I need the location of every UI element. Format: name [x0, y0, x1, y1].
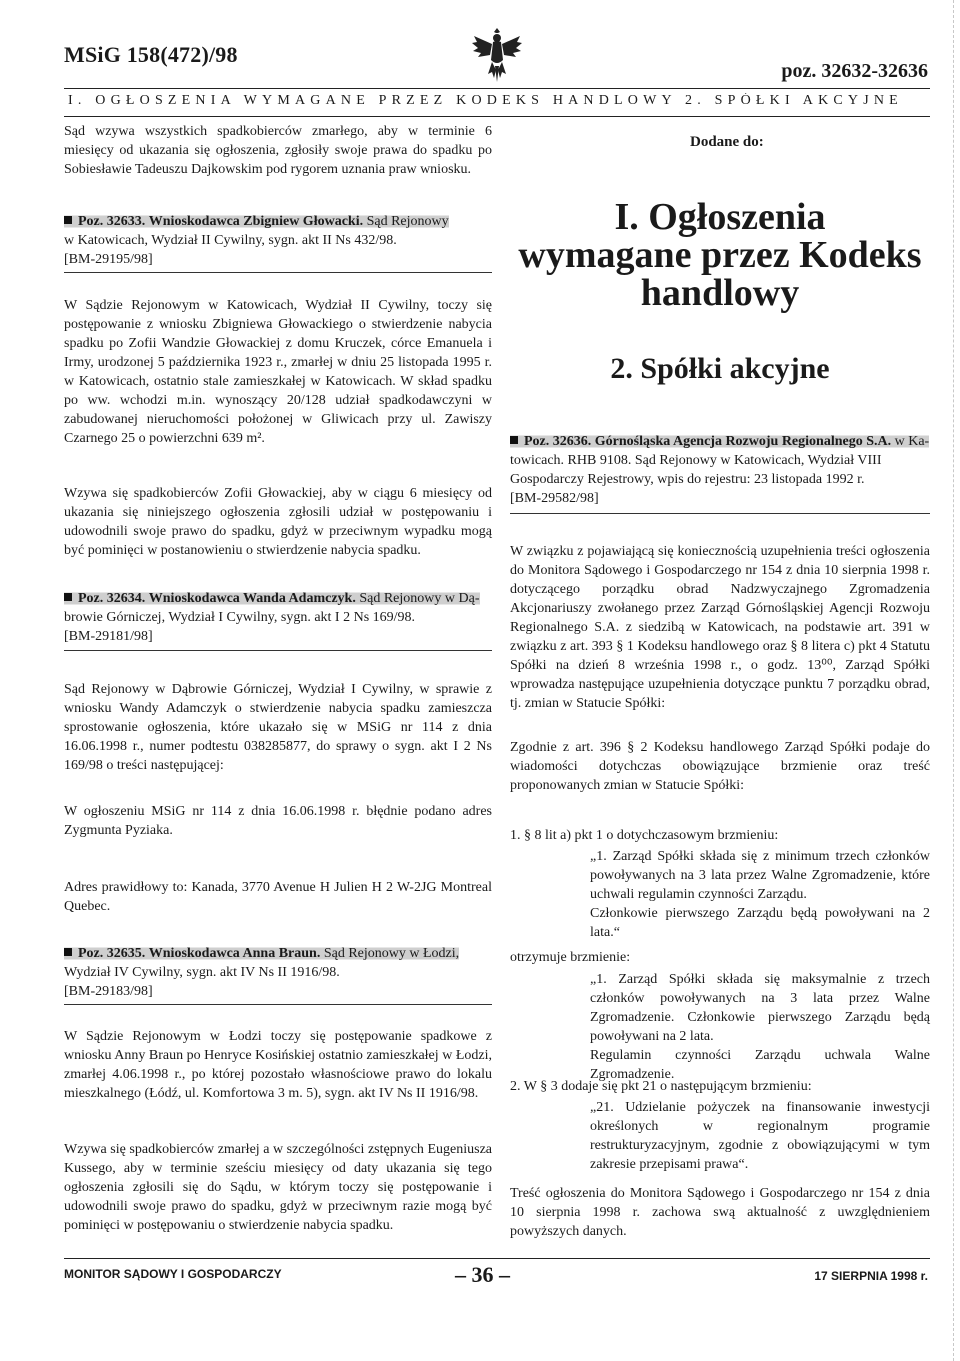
- separator: [64, 650, 492, 651]
- eagle-emblem-icon: [468, 26, 526, 86]
- notice-32636-statute-intro: Zgodnie z art. 396 § 2 Kodeksu handlowego Zarząd Spółki podaje do wiadomości dotychczas obowiązujące brzmienie oraz treść proponowanych zmian w Statucie Spółki:: [510, 740, 930, 793]
- added-to-label: Dodane do:: [690, 134, 764, 150]
- header-rule-top: [64, 88, 930, 89]
- footer-publication-name: MONITOR SĄDOWY I GOSPODARCZY: [64, 1267, 282, 1281]
- footer-date: 17 SIERPNIA 1998 r.: [814, 1269, 928, 1283]
- notice-32634-body: Sąd Rejonowy w Dąbrowie Górniczej, Wydział I Cywilny, w sprawie z wniosku Wandy Adamczyk o stwierdzenie nabycia spadku zamieszcza sprostowanie ogłoszenia, które ukazało się w MSiG nr 114 z dnia 16.06.1998 r., numer podtestu 038285877, do sprawy o sygn. akt I 2 Ns 169/98 o treści następującej:: [64, 682, 492, 773]
- separator: [510, 513, 930, 514]
- notice-32635-call: Wzywa się spadkobierców zmarłej a w szczególności zstępnych Eugeniusza Kussego, aby w terminie sześciu miesięcy od daty ukazania się tego ogłoszenia zgłosili się do Sądu, w którym toczy się postępowanie i udowodnili swoje prawo do spadku, gdyż w przeciwnym razie mogą być pominięci w postępowaniu o stwierdzenie nabycia spadku.: [64, 1142, 492, 1233]
- publication-issue: MSiG 158(472)/98: [64, 42, 238, 67]
- notice-32634-address: Adres prawidłowy to: Kanada, 3770 Avenue H Julien H 2 W-2JG Montreal Quebec.: [64, 880, 492, 914]
- section-title: I. Ogłoszenia wymagane przez Kodeks handlowy: [518, 196, 922, 314]
- notice-32634-header: Poz. 32634. Wnioskodawca Wanda Adamczyk. Sąd Rejonowy w Dą- browie Górniczej, Wydział I Cywilny, sygn. akt I 2 Ns 169/98. [BM-29181/98]: [64, 591, 480, 644]
- notice-32633-body: W Sądzie Rejonowym w Katowicach, Wydział II Cywilny, toczy się postępowanie z wniosku Zbigniewa Głowackiego o stwierdzenie nabycia spadku po Zofii Wandzie Głowackiej z domu Kruczek, córce Emanuela i Irmy, urodzonej 5 października 1923 r., zmarłej w dniu 25 listopada 1995 r. w Katowicach, ostatnio stale zamieszkałej w Katowicach. W skład spadku po ww. wchodzi m.in. wynoszący 20/128 udział spadkodawczyni w zabudowanej nieruchomości położonej w Gliwicach przy ul. Zawiszy Czarnego 25 o powierzchni 639 m².: [64, 298, 492, 446]
- separator: [64, 272, 492, 273]
- notice-32636-body: W związku z pojawiającą się koniecznością uzupełnienia treści ogłoszenia do Monitora Sądowego i Gospodarczego nr 154 z dnia 10 sierpnia 1998 r. dotyczącego porządku obrad Nadzwyczajnego Zgromadzenia Akcjonariuszy zwołanego przez Zarząd Górnośląskiej Agencji Rozwoju Regionalnego S.A. z siedzibą w Katowicach, na podstawie art. 391 w związku z art. 393 § 1 Kodeksu handlowego oraz § 8 litera c) pkt 4 Statutu Spółki na dzień 8 września 1998 r., o godz. 13⁰⁰, Zarząd Spółki wprowadza następujące uzupełnienia dotyczące punktu 7 porządku obrad, tj. zmian w Statucie Spółki:: [510, 544, 930, 711]
- footer-rule: [64, 1258, 930, 1259]
- amendment-1-new-intro: otrzymuje brzmienie:: [510, 950, 631, 965]
- notice-32635-body: W Sądzie Rejonowym w Łodzi toczy się postępowanie spadkowe z wniosku Anny Braun po Henryce Kosińskiej ostatnio zamieszkałej w Łodzi, zmarłej 4.06.1998 r., po której pozostało własnościowe prawo do lokalu mieszkalnego (Łódź, ul. Komfortowa 3 m. 5), sygn. akt IV Ns II 1916/98.: [64, 1029, 492, 1101]
- notice-32636-header: Poz. 32636. Górnośląska Agencja Rozwoju Regionalnego S.A. w Ka- towicach. RHB 9108. Sąd Rejonowy w Katowicach, Wydział VIII Gospodarczy Rejestrowy, wpis do rejestru: 23 listopada 1992 r. [BM-29582/98]: [510, 434, 930, 506]
- page-number: – 36 –: [455, 1262, 510, 1287]
- section-subtitle: 2. Spółki akcyjne: [610, 352, 830, 385]
- amendment-2-text: „21. Udzielanie pożyczek na finansowanie inwestycji określonych w regionalnym programie restrukturyzacyjnym, zgodnie z obowiązującymi w tym zakresie przepisami prawa“.: [590, 1100, 930, 1172]
- bullet-square-icon: [510, 436, 518, 444]
- intro-paragraph: Sąd wzywa wszystkich spadkobierców zmarłego, aby w terminie 6 miesięcy od ukazania się ogłoszenia, zgłosiły swoje prawa do spadku po Sobiesławie Tadeuszu Dajkowskim pod rygorem uznania praw wniosku.: [64, 124, 492, 177]
- notice-32633-call: Wzywa się spadkobierców Zofii Głowackiej, aby w ciągu 6 miesięcy od ukazania się niniejszego ogłoszenia zgłosili udział w postępowaniu i udowodnili swoje prawo do spadku, gdyż w przeciwnym wypadku mogą być pominięci w postanowieniu o stwierdzenie nabycia spadku.: [64, 486, 492, 558]
- header-rule-bottom: [64, 116, 930, 117]
- amendment-1-new-text: „1. Zarząd Spółki składa się maksymalnie z trzech członków powoływanych na 3 lata przez Walne Zgromadzenie. Członkowie pierwszego Zarządu będą powoływani na 2 lata. Regulamin czynności Zarządu uchwala Walne Zgromadzenie.: [590, 972, 930, 1082]
- notice-32636-closing: Treść ogłoszenia do Monitora Sądowego i Gospodarczego nr 154 z dnia 10 sierpnia 1998 r. zachowa swą aktualność z uwzględnieniem powyższych danych.: [510, 1186, 930, 1239]
- page-edge: [953, 0, 954, 1361]
- notice-32633-header: Poz. 32633. Wnioskodawca Zbigniew Głowacki. Sąd Rejonowy w Katowicach, Wydział II Cywilny, sygn. akt II Ns 432/98. [BM-29195/98]: [64, 214, 449, 267]
- notice-32635-header: Poz. 32635. Wnioskodawca Anna Braun. Sąd Rejonowy w Łodzi, Wydział IV Cywilny, sygn. akt IV Ns II 1916/98. [BM-29183/98]: [64, 946, 460, 999]
- bullet-square-icon: [64, 948, 72, 956]
- amendment-2-intro: 2. W § 3 dodaje się pkt 21 o następującym brzmieniu:: [510, 1079, 812, 1094]
- amendment-1-intro: 1. § 8 lit a) pkt 1 o dotychczasowym brzmieniu:: [510, 828, 779, 843]
- amendment-1-old-text: „1. Zarząd Spółki składa się z minimum trzech członków powoływanych na 3 lata przez Walne Zgromadzenie, które uchwali regulamin czynności Zarządu. Członkowie pierwszego Zarządu będą powoływani na 2 lata.“: [590, 849, 930, 940]
- section-header: I. OGŁOSZENIA WYMAGANE PRZEZ KODEKS HANDLOWY 2. SPÓŁKI AKCYJNE: [68, 93, 903, 108]
- notice-32634-correction: W ogłoszeniu MSiG nr 114 z dnia 16.06.1998 r. błędnie podano adres Zygmunta Pyziaka.: [64, 804, 492, 838]
- bullet-square-icon: [64, 216, 72, 224]
- separator: [64, 1004, 492, 1005]
- position-range: poz. 32632-32636: [781, 60, 928, 82]
- bullet-square-icon: [64, 593, 72, 601]
